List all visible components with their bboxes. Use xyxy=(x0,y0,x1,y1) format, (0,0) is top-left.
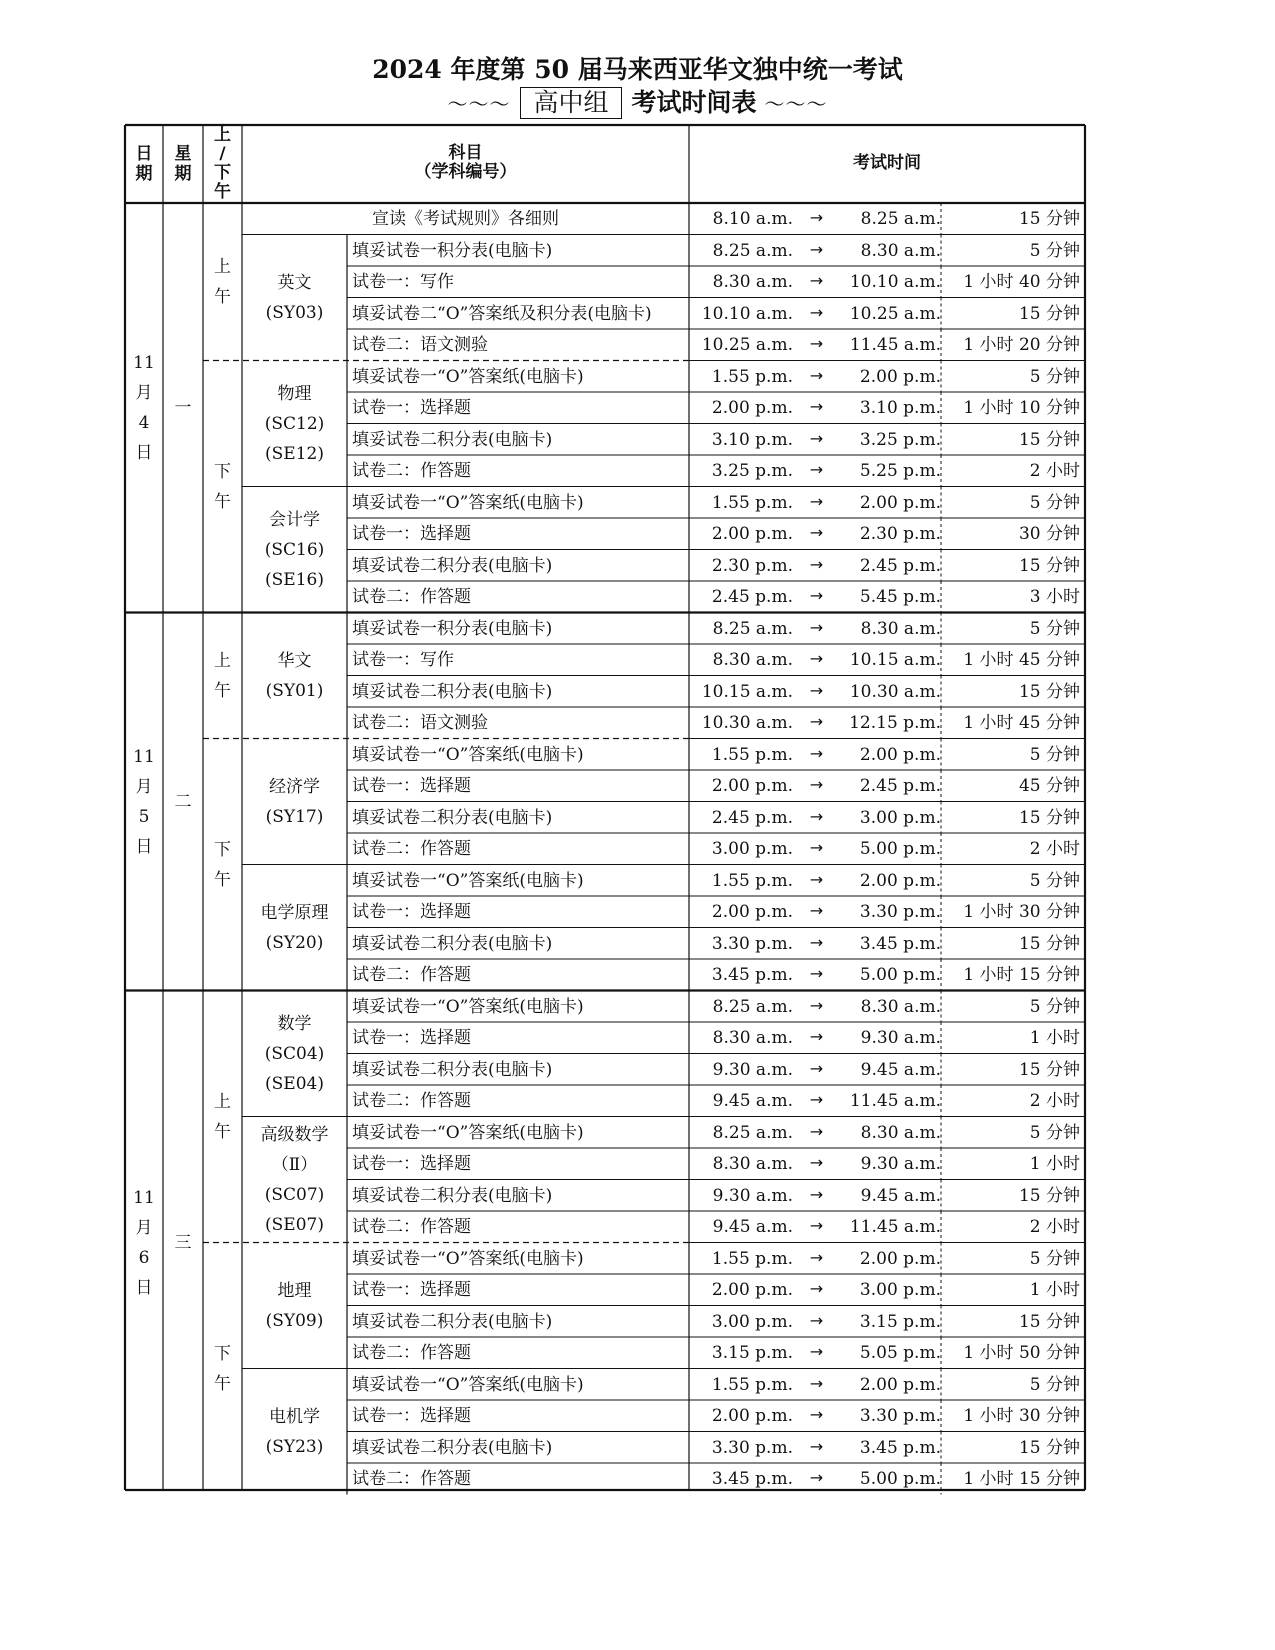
start-time: 8.25 a.m. xyxy=(712,1122,793,1143)
header-date-line: 期 xyxy=(135,164,153,184)
start-time: 3.15 p.m. xyxy=(711,1343,793,1363)
arrow-icon: → xyxy=(809,869,824,889)
arrow-icon: → xyxy=(809,491,824,511)
duration: 1 小时 15 分钟 xyxy=(963,1469,1080,1489)
subject-name-line: (SY09) xyxy=(265,1310,324,1331)
exam-date-line: 11 xyxy=(133,352,155,373)
start-time: 1.55 p.m. xyxy=(711,870,793,891)
start-time: 3.45 p.m. xyxy=(711,1469,793,1489)
header-subject-code: （学科编号） xyxy=(414,162,517,182)
end-time: 2.00 p.m. xyxy=(859,366,941,387)
exam-date-line: 日 xyxy=(135,1277,153,1298)
end-time: 11.45 a.m. xyxy=(849,1091,941,1111)
exam-item: 填妥试卷一“O”答案纸(电脑卡) xyxy=(352,1374,584,1395)
header-ampm-line: 午 xyxy=(214,182,231,202)
period-label-line: 午 xyxy=(214,869,231,890)
duration: 1 小时 xyxy=(1029,1280,1080,1300)
arrow-icon: → xyxy=(809,1153,824,1172)
period-label-line: 下 xyxy=(214,461,231,482)
arrow-icon: → xyxy=(809,334,824,353)
end-time: 8.30 a.m. xyxy=(860,618,941,639)
exam-weekday-line: 一 xyxy=(174,397,192,418)
subject-name-line: (SY01) xyxy=(265,680,324,701)
exam-item: 试卷一：选择题 xyxy=(352,776,471,796)
period-label xyxy=(203,1087,242,1147)
arrow-icon: → xyxy=(809,964,824,983)
duration: 5 分钟 xyxy=(1029,366,1080,387)
duration: 5 分钟 xyxy=(1029,996,1080,1017)
duration: 1 小时 50 分钟 xyxy=(963,1343,1080,1363)
end-time: 5.00 p.m. xyxy=(859,1469,941,1489)
start-time: 3.00 p.m. xyxy=(711,839,793,859)
start-time: 9.45 a.m. xyxy=(712,1091,793,1111)
subject-name-line: (SY17) xyxy=(265,806,324,827)
arrow-icon: → xyxy=(809,1184,824,1204)
arrow-icon: → xyxy=(809,1121,824,1141)
exam-item: 试卷一：选择题 xyxy=(352,524,471,544)
exam-date-line: 5 xyxy=(138,806,150,827)
exam-item: 填妥试卷二积分表(电脑卡) xyxy=(352,1437,553,1458)
duration: 1 小时 10 分钟 xyxy=(963,398,1080,418)
end-time: 9.30 a.m. xyxy=(860,1154,941,1174)
exam-item: 填妥试卷一“O”答案纸(电脑卡) xyxy=(352,870,584,891)
start-time: 2.30 p.m. xyxy=(711,555,793,576)
duration: 1 小时 30 分钟 xyxy=(963,1406,1080,1426)
arrow-icon: → xyxy=(809,838,824,857)
duration: 1 小时 20 分钟 xyxy=(963,335,1080,355)
arrow-icon: → xyxy=(809,208,824,227)
arrow-icon: → xyxy=(809,712,824,731)
exam-weekday xyxy=(163,1228,203,1258)
end-time: 8.30 a.m. xyxy=(860,996,941,1017)
decorative-wave-left: ～～～ xyxy=(447,92,511,116)
exam-date-line: 11 xyxy=(133,1187,155,1208)
duration: 15 分钟 xyxy=(1018,1311,1080,1332)
exam-weekday xyxy=(163,787,203,817)
arrow-icon: → xyxy=(809,1436,824,1456)
arrow-icon: → xyxy=(809,901,824,920)
start-time: 1.55 p.m. xyxy=(711,492,793,513)
header-weekday-line: 期 xyxy=(174,164,192,184)
arrow-icon: → xyxy=(809,586,824,605)
exam-item: 填妥试卷二积分表(电脑卡) xyxy=(352,1185,553,1206)
subject-name-line: (SC16) xyxy=(264,539,325,560)
end-time: 11.45 a.m. xyxy=(849,1217,941,1237)
subject-name-line: (SY20) xyxy=(265,932,324,953)
start-time: 9.30 a.m. xyxy=(712,1059,793,1080)
document-title: 2024 年度第 50 届马来西亚华文独中统一考试 xyxy=(372,55,903,84)
arrow-icon: → xyxy=(809,1027,824,1046)
arrow-icon: → xyxy=(809,1373,824,1393)
exam-item: 填妥试卷一“O”答案纸(电脑卡) xyxy=(352,366,584,387)
end-time: 2.00 p.m. xyxy=(859,744,941,765)
start-time: 1.55 p.m. xyxy=(711,744,793,765)
subject-name xyxy=(242,379,347,469)
exam-item: 填妥试卷一“O”答案纸(电脑卡) xyxy=(352,492,584,513)
period-label-line: 午 xyxy=(214,286,231,307)
subject-name xyxy=(242,1276,347,1336)
group-label-box: 高中组 xyxy=(520,87,621,119)
end-time: 2.45 p.m. xyxy=(859,776,941,796)
header-date xyxy=(125,144,163,184)
exam-weekday-line: 二 xyxy=(174,791,192,812)
duration: 5 分钟 xyxy=(1029,1374,1080,1395)
duration: 5 分钟 xyxy=(1029,240,1080,261)
duration: 2 小时 xyxy=(1029,1091,1080,1111)
subject-name-line: （Ⅱ） xyxy=(271,1154,318,1175)
exam-item: 试卷二：语文测验 xyxy=(352,713,488,733)
header-ampm-line: 下 xyxy=(214,163,231,183)
start-time: 1.55 p.m. xyxy=(711,1248,793,1269)
period-label xyxy=(203,835,242,895)
header-weekday-line: 星 xyxy=(174,144,192,164)
end-time: 3.30 p.m. xyxy=(859,902,941,922)
start-time: 10.30 a.m. xyxy=(701,713,793,733)
period-label-line: 午 xyxy=(214,491,231,512)
end-time: 10.10 a.m. xyxy=(849,272,941,292)
start-time: 3.30 p.m. xyxy=(711,1437,793,1458)
arrow-icon: → xyxy=(809,302,824,322)
duration: 1 小时 xyxy=(1029,1154,1080,1174)
exam-item: 试卷二：作答题 xyxy=(352,1343,471,1363)
start-time: 2.00 p.m. xyxy=(711,776,793,796)
exam-date-line: 日 xyxy=(135,442,153,463)
subject-name-line: (SY23) xyxy=(265,1436,324,1457)
start-time: 2.45 p.m. xyxy=(711,807,793,828)
end-time: 12.15 p.m. xyxy=(849,713,941,733)
end-time: 2.30 p.m. xyxy=(859,524,941,544)
duration: 5 分钟 xyxy=(1029,618,1080,639)
subject-name xyxy=(242,646,347,706)
duration: 5 分钟 xyxy=(1029,492,1080,513)
arrow-icon: → xyxy=(809,995,824,1015)
end-time: 8.30 a.m. xyxy=(860,1122,941,1143)
header-subject: 科目 xyxy=(448,143,483,163)
arrow-icon: → xyxy=(809,460,824,479)
period-label xyxy=(203,1339,242,1399)
start-time: 1.55 p.m. xyxy=(711,366,793,387)
duration: 15 分钟 xyxy=(1018,1059,1080,1080)
end-time: 2.00 p.m. xyxy=(859,492,941,513)
exam-date-line: 11 xyxy=(133,746,155,767)
period-label-line: 午 xyxy=(214,1373,231,1394)
arrow-icon: → xyxy=(809,1279,824,1298)
end-time: 8.30 a.m. xyxy=(860,240,941,261)
start-time: 9.45 a.m. xyxy=(712,1217,793,1237)
duration: 15 分钟 xyxy=(1018,933,1080,954)
exam-item: 填妥试卷一积分表(电脑卡) xyxy=(352,240,553,261)
start-time: 8.30 a.m. xyxy=(712,1028,793,1048)
end-time: 3.25 p.m. xyxy=(859,429,941,450)
duration: 30 分钟 xyxy=(1018,524,1080,544)
subject-name-line: (SC04) xyxy=(264,1043,325,1064)
header-ampm-line: / xyxy=(219,144,226,164)
end-time: 9.45 a.m. xyxy=(860,1059,941,1080)
duration: 2 小时 xyxy=(1029,1217,1080,1237)
exam-date-line: 日 xyxy=(135,836,153,857)
exam-item: 填妥试卷一积分表(电脑卡) xyxy=(352,618,553,639)
exam-item: 填妥试卷二积分表(电脑卡) xyxy=(352,555,553,576)
end-time: 5.00 p.m. xyxy=(859,839,941,859)
start-time: 8.30 a.m. xyxy=(712,1154,793,1174)
arrow-icon: → xyxy=(809,365,824,385)
duration: 15 分钟 xyxy=(1018,1437,1080,1458)
arrow-icon: → xyxy=(809,1216,824,1235)
exam-item: 填妥试卷一“O”答案纸(电脑卡) xyxy=(352,1122,584,1143)
duration: 5 分钟 xyxy=(1029,744,1080,765)
exam-item: 填妥试卷一“O”答案纸(电脑卡) xyxy=(352,996,584,1017)
duration: 15 分钟 xyxy=(1018,429,1080,450)
start-time: 2.00 p.m. xyxy=(711,1280,793,1300)
end-time: 10.30 a.m. xyxy=(849,681,941,702)
exam-item: 宣读《考试规则》各细则 xyxy=(372,209,559,229)
arrow-icon: → xyxy=(809,523,824,542)
period-label-line: 上 xyxy=(214,650,231,671)
subject-name xyxy=(242,505,347,595)
start-time: 2.00 p.m. xyxy=(711,1406,793,1426)
start-time: 9.30 a.m. xyxy=(712,1185,793,1206)
subject-name xyxy=(242,772,347,832)
exam-item: 试卷二：作答题 xyxy=(352,587,471,607)
arrow-icon: → xyxy=(809,1405,824,1424)
arrow-icon: → xyxy=(809,680,824,700)
duration: 15 分钟 xyxy=(1018,1185,1080,1206)
arrow-icon: → xyxy=(809,271,824,290)
exam-date-line: 6 xyxy=(138,1247,150,1268)
exam-item: 试卷二：作答题 xyxy=(352,839,471,859)
arrow-icon: → xyxy=(809,239,824,259)
subtitle-text: 考试时间表 xyxy=(631,88,757,117)
period-label-line: 上 xyxy=(214,256,231,277)
duration: 15 分钟 xyxy=(1018,555,1080,576)
end-time: 5.25 p.m. xyxy=(859,461,941,481)
subject-name xyxy=(242,1402,347,1462)
exam-item: 试卷二：语文测验 xyxy=(352,335,488,355)
header-ampm-line: 上 xyxy=(214,125,231,145)
subject-name-line: 会计学 xyxy=(269,509,320,530)
end-time: 8.25 a.m. xyxy=(860,209,941,229)
duration: 3 小时 xyxy=(1029,587,1080,607)
exam-item: 试卷一：写作 xyxy=(352,650,454,670)
subject-name-line: (SE07) xyxy=(265,1214,324,1235)
arrow-icon: → xyxy=(809,806,824,826)
exam-date xyxy=(125,742,163,862)
end-time: 3.00 p.m. xyxy=(859,807,941,828)
subject-name-line: 电机学 xyxy=(269,1406,320,1427)
start-time: 3.45 p.m. xyxy=(711,965,793,985)
exam-date-line: 月 xyxy=(135,1217,153,1238)
start-time: 8.25 a.m. xyxy=(712,618,793,639)
subject-name xyxy=(242,1009,347,1099)
duration: 15 分钟 xyxy=(1018,807,1080,828)
end-time: 3.30 p.m. xyxy=(859,1406,941,1426)
start-time: 10.25 a.m. xyxy=(701,335,793,355)
end-time: 5.05 p.m. xyxy=(859,1343,941,1363)
subject-name-line: 物理 xyxy=(277,383,312,404)
duration: 1 小时 45 分钟 xyxy=(963,650,1080,670)
exam-item: 填妥试卷二积分表(电脑卡) xyxy=(352,429,553,450)
duration: 15 分钟 xyxy=(1018,209,1080,229)
arrow-icon: → xyxy=(809,617,824,637)
end-time: 2.45 p.m. xyxy=(859,555,941,576)
start-time: 2.00 p.m. xyxy=(711,524,793,544)
duration: 5 分钟 xyxy=(1029,870,1080,891)
exam-item: 试卷一：选择题 xyxy=(352,1154,471,1174)
end-time: 9.30 a.m. xyxy=(860,1028,941,1048)
period-label xyxy=(203,646,242,706)
end-time: 2.00 p.m. xyxy=(859,1248,941,1269)
header-ampm xyxy=(203,126,242,202)
arrow-icon: → xyxy=(809,932,824,952)
end-time: 3.10 p.m. xyxy=(859,398,941,418)
subject-name xyxy=(242,1120,347,1240)
duration: 2 小时 xyxy=(1029,839,1080,859)
decorative-wave-right: ～～～ xyxy=(764,92,828,116)
start-time: 8.30 a.m. xyxy=(712,272,793,292)
exam-item: 试卷一：写作 xyxy=(352,272,454,292)
end-time: 3.00 p.m. xyxy=(859,1280,941,1300)
exam-item: 填妥试卷二积分表(电脑卡) xyxy=(352,807,553,828)
exam-weekday xyxy=(163,393,203,423)
start-time: 3.25 p.m. xyxy=(711,461,793,481)
arrow-icon: → xyxy=(809,428,824,448)
end-time: 3.45 p.m. xyxy=(859,933,941,954)
header-weekday xyxy=(163,144,203,184)
exam-item: 填妥试卷二积分表(电脑卡) xyxy=(352,1059,553,1080)
duration: 1 小时 15 分钟 xyxy=(963,965,1080,985)
subject-name-line: (SY03) xyxy=(265,302,324,323)
exam-item: 填妥试卷二积分表(电脑卡) xyxy=(352,933,553,954)
period-label-line: 上 xyxy=(214,1091,231,1112)
end-time: 9.45 a.m. xyxy=(860,1185,941,1206)
exam-date-line: 月 xyxy=(135,776,153,797)
subject-name-line: 英文 xyxy=(277,272,312,293)
header-exam-time: 考试时间 xyxy=(853,153,921,173)
subject-name-line: 高级数学 xyxy=(260,1124,329,1145)
exam-item: 试卷二：作答题 xyxy=(352,1469,471,1489)
period-label-line: 下 xyxy=(214,839,231,860)
duration: 5 分钟 xyxy=(1029,1122,1080,1143)
header-date-line: 日 xyxy=(135,144,153,164)
exam-item: 试卷二：作答题 xyxy=(352,461,471,481)
end-time: 10.25 a.m. xyxy=(849,303,941,324)
exam-item: 试卷二：作答题 xyxy=(352,1217,471,1237)
start-time: 2.00 p.m. xyxy=(711,398,793,418)
exam-date-line: 4 xyxy=(138,412,150,433)
arrow-icon: → xyxy=(809,743,824,763)
end-time: 11.45 a.m. xyxy=(849,335,941,355)
duration: 1 小时 30 分钟 xyxy=(963,902,1080,922)
exam-item: 试卷一：选择题 xyxy=(352,902,471,922)
subject-name-line: 地理 xyxy=(277,1280,312,1301)
duration: 45 分钟 xyxy=(1018,776,1080,796)
start-time: 3.10 p.m. xyxy=(711,429,793,450)
start-time: 3.30 p.m. xyxy=(711,933,793,954)
exam-item: 填妥试卷一“O”答案纸(电脑卡) xyxy=(352,744,584,765)
arrow-icon: → xyxy=(809,1058,824,1078)
subject-name-line: (SC07) xyxy=(264,1184,325,1205)
subject-name-line: (SE04) xyxy=(265,1073,324,1094)
exam-date xyxy=(125,1183,163,1303)
start-time: 8.10 a.m. xyxy=(712,209,793,229)
duration: 15 分钟 xyxy=(1018,303,1080,324)
arrow-icon: → xyxy=(809,1090,824,1109)
subject-name-line: 电学原理 xyxy=(260,902,329,923)
duration: 15 分钟 xyxy=(1018,681,1080,702)
exam-item: 试卷一：选择题 xyxy=(352,1406,471,1426)
arrow-icon: → xyxy=(809,397,824,416)
arrow-icon: → xyxy=(809,1247,824,1267)
end-time: 10.15 a.m. xyxy=(849,650,941,670)
start-time: 10.10 a.m. xyxy=(701,303,793,324)
exam-item: 试卷一：选择题 xyxy=(352,398,471,418)
subject-name xyxy=(242,268,347,328)
start-time: 10.15 a.m. xyxy=(701,681,793,702)
exam-item: 试卷二：作答题 xyxy=(352,965,471,985)
end-time: 5.45 p.m. xyxy=(859,587,941,607)
exam-item: 填妥试卷二“O”答案纸及积分表(电脑卡) xyxy=(352,303,652,324)
start-time: 3.00 p.m. xyxy=(711,1311,793,1332)
exam-weekday-line: 三 xyxy=(174,1232,192,1253)
subject-name-line: 华文 xyxy=(277,650,312,671)
arrow-icon: → xyxy=(809,1468,824,1487)
subject-name-line: 数学 xyxy=(277,1013,312,1034)
end-time: 3.45 p.m. xyxy=(859,1437,941,1458)
end-time: 2.00 p.m. xyxy=(859,1374,941,1395)
duration: 1 小时 45 分钟 xyxy=(963,713,1080,733)
exam-date xyxy=(125,348,163,468)
period-label xyxy=(203,457,242,517)
end-time: 2.00 p.m. xyxy=(859,870,941,891)
duration: 1 小时 xyxy=(1029,1028,1080,1048)
start-time: 2.45 p.m. xyxy=(711,587,793,607)
exam-item: 填妥试卷一“O”答案纸(电脑卡) xyxy=(352,1248,584,1269)
subject-name-line: 经济学 xyxy=(269,776,320,797)
start-time: 2.00 p.m. xyxy=(711,902,793,922)
exam-date-line: 月 xyxy=(135,382,153,403)
end-time: 5.00 p.m. xyxy=(859,965,941,985)
period-label-line: 下 xyxy=(214,1343,231,1364)
end-time: 3.15 p.m. xyxy=(859,1311,941,1332)
arrow-icon: → xyxy=(809,1310,824,1330)
period-label-line: 午 xyxy=(214,680,231,701)
duration: 2 小时 xyxy=(1029,461,1080,481)
duration: 5 分钟 xyxy=(1029,1248,1080,1269)
start-time: 8.30 a.m. xyxy=(712,650,793,670)
exam-item: 试卷一：选择题 xyxy=(352,1028,471,1048)
period-label xyxy=(203,252,242,312)
subject-name xyxy=(242,898,347,958)
exam-item: 填妥试卷二积分表(电脑卡) xyxy=(352,1311,553,1332)
subject-name-line: (SC12) xyxy=(264,413,325,434)
period-label-line: 午 xyxy=(214,1121,231,1142)
exam-item: 试卷二：作答题 xyxy=(352,1091,471,1111)
subject-name-line: (SE12) xyxy=(265,443,324,464)
duration: 1 小时 40 分钟 xyxy=(963,272,1080,292)
start-time: 1.55 p.m. xyxy=(711,1374,793,1395)
arrow-icon: → xyxy=(809,554,824,574)
arrow-icon: → xyxy=(809,775,824,794)
start-time: 8.25 a.m. xyxy=(712,240,793,261)
start-time: 8.25 a.m. xyxy=(712,996,793,1017)
arrow-icon: → xyxy=(809,649,824,668)
exam-item: 试卷一：选择题 xyxy=(352,1280,471,1300)
arrow-icon: → xyxy=(809,1342,824,1361)
subject-name-line: (SE16) xyxy=(265,569,324,590)
exam-item: 填妥试卷二积分表(电脑卡) xyxy=(352,681,553,702)
